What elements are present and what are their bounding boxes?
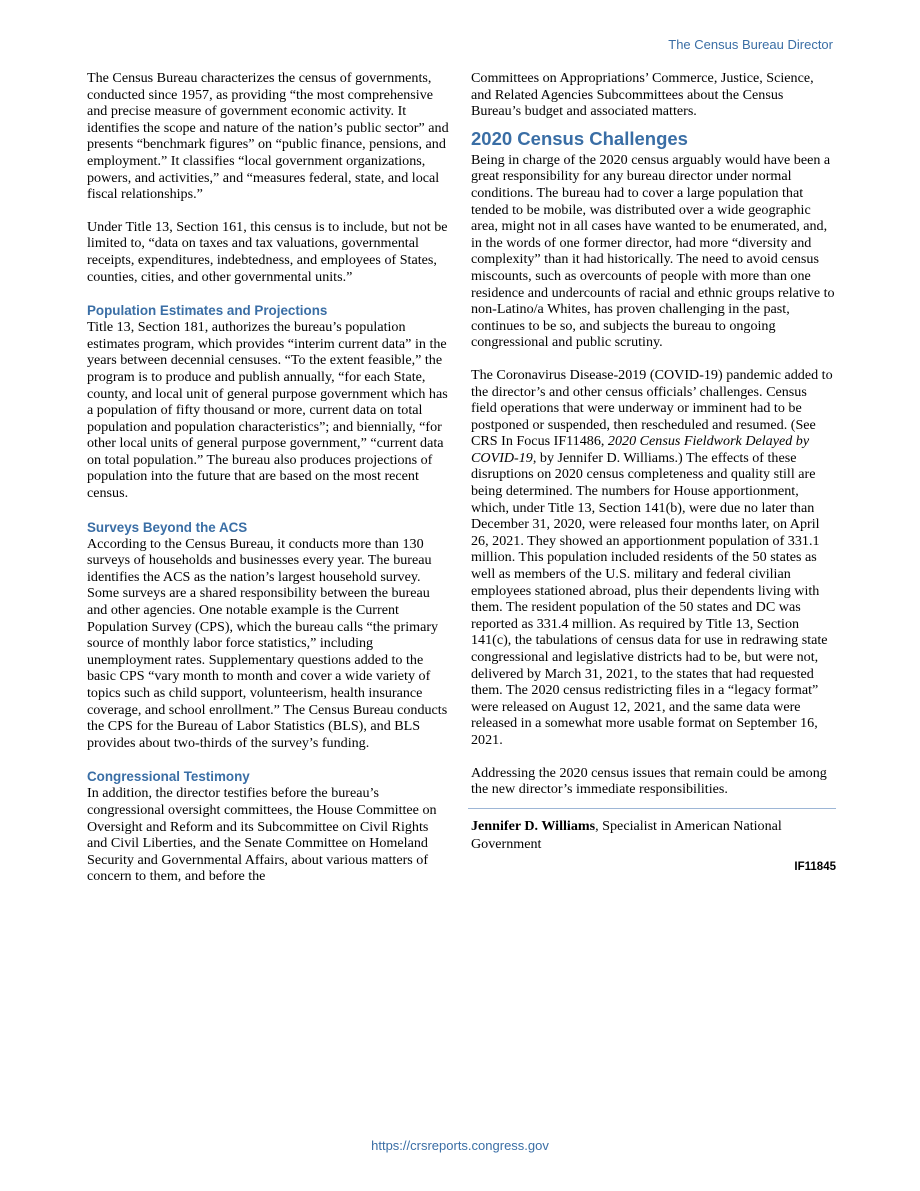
author-name: Jennifer D. Williams	[471, 817, 596, 834]
covid-pandemic-paragraph	[471, 367, 836, 749]
title13-section161-paragraph: Under Title 13, Section 161, this census is to include, but not be limited to, “data on taxes and tax valuations, governmental receipts, expenditures, indebtedness, and employees of States, counties, cities, and other governmental units.”	[87, 218, 448, 285]
surveys-beyond-acs-paragraph: According to the Census Bureau, it conducts more than 130 surveys of households and businesses every year. The bureau identifies the ACS as the nation’s largest household survey. Some surveys are a shared responsibility between the bureau and other agencies. One notable example is the Current Population Survey (CPS), which the bureau calls “the primary source of monthly labor force statistics,” including unemployment rates. Supplementary questions added to the basic CPS “vary month to month and cover a wide variety of topics such as child support, volunteerism, health insurance coverage, and school enrollment.” The Census Bureau conducts the CPS for the Bureau of Labor Statistics (BLS), and BLS provides about two-thirds of the survey’s funding.	[87, 535, 448, 751]
congressional-testimony-heading: Congressional Testimony	[87, 769, 250, 785]
census-challenges-paragraph: Being in charge of the 2020 census arguably would have been a great responsibility for any bureau director under normal conditions. The bureau had to cover a large population that tended to be mobile, was distributed over a wide geographic area, might not in all cases have wanted to be enumerated, and, in the words of one former director, had more “diversity and complexity” than it had historically. The need to avoid census miscounts, such as overcounts of people with more than one residence and undercounts of racial and ethnic groups relative to non-Latino/a Whites, has proven challenging in the past, continues to be so, and subjects the bureau to ongoing congressional and public scrutiny.	[471, 151, 835, 351]
footer-url-link[interactable]: https://crsreports.congress.gov	[371, 1138, 549, 1153]
report-id: IF11845	[794, 860, 836, 873]
covid-paragraph-text-a: The Coronavirus Disease-2019 (COVID-19) pandemic added to the director’s and other census officials’ challenges. Census field operations that were underway or imminent had to be postponed or suspended, then rescheduled and resumed. (See CRS In Focus IF11486,	[471, 366, 833, 450]
surveys-beyond-acs-heading: Surveys Beyond the ACS	[87, 519, 248, 535]
author-divider	[468, 808, 836, 809]
right-column	[471, 70, 836, 873]
left-column	[87, 70, 452, 901]
population-estimates-paragraph: Title 13, Section 181, authorizes the bureau’s population estimates program, which provides “interim current data” in the years between decennial censuses. “To the extent feasible,” the program is to produce and publish annually, “for each State, county, and local unit of general purpose government which has a population of fifty thousand or more, current data on total population and population characteristics”; and biennially, “for other local units of general purpose government,” “current data on total population.” The bureau also produces projections of population into the future that are based on the most recent census.	[87, 319, 448, 502]
author-title: , Specialist in American National Government	[471, 817, 782, 852]
author-line	[471, 817, 836, 853]
cited-report-title: 2020 Census Fieldwork Delayed by COVID-19	[471, 433, 810, 466]
congressional-testimony-paragraph: In addition, the director testifies before the bureau’s congressional oversight committees, the House Committee on Oversight and Reform and its Subcommittee on Civil Rights and Civil Liberties, and the Senate Committee on Homeland Security and Governmental Affairs, about various matters of concern to them, and before the	[87, 785, 437, 885]
closing-paragraph: Addressing the 2020 census issues that remain could be among the new director’s immediate responsibilities.	[471, 764, 827, 798]
covid-paragraph-text-b: , by Jennifer D. Williams.) The effects of these disruptions on 2020 census completeness and quality still are being determined. The numbers for House apportionment, which, under Title 13, Section 141(b), were due no later than December 31, 2020, were released four months later, on April 26, 2021. They showed an apportionment population of 331.1 million. This population included residents of the 50 states as well as members of the U.S. military and federal civilian employees stationed abroad, plus their dependents living with them. The resident population of the 50 states and DC was reported as 331.4 million. As required by Title 13, Section 141(c), the tabulations of census data for use in redrawing state congressional and legislative districts had to be, but were not, delivered by March 31, 2021, to the states that had requested them. The 2020 census redistricting files in a “legacy format” were released on August 12, 2021, and the same data were released in a somewhat more usable format on September 16, 2021.	[471, 449, 828, 748]
census-of-governments-paragraph: The Census Bureau characterizes the census of governments, conducted since 1957, as providing “the most comprehensive and precise measure of government economic activity. It identifies the scope and nature of the nation’s public sector” and presents “benchmark figures” on “public finance, pensions, and employment.” It classifies “local government organizations, powers, and activities,” and “measures federal, state, and local fiscal relationships.”	[87, 70, 449, 203]
running-head: The Census Bureau Director	[668, 37, 833, 52]
census-challenges-heading: 2020 Census Challenges	[471, 127, 688, 149]
population-estimates-heading: Population Estimates and Projections	[87, 303, 328, 319]
appropriations-continuation-paragraph: Committees on Appropriations’ Commerce, Justice, Science, and Related Agencies Subcommittees about the Census Bureau’s budget and associated matters.	[471, 70, 814, 120]
